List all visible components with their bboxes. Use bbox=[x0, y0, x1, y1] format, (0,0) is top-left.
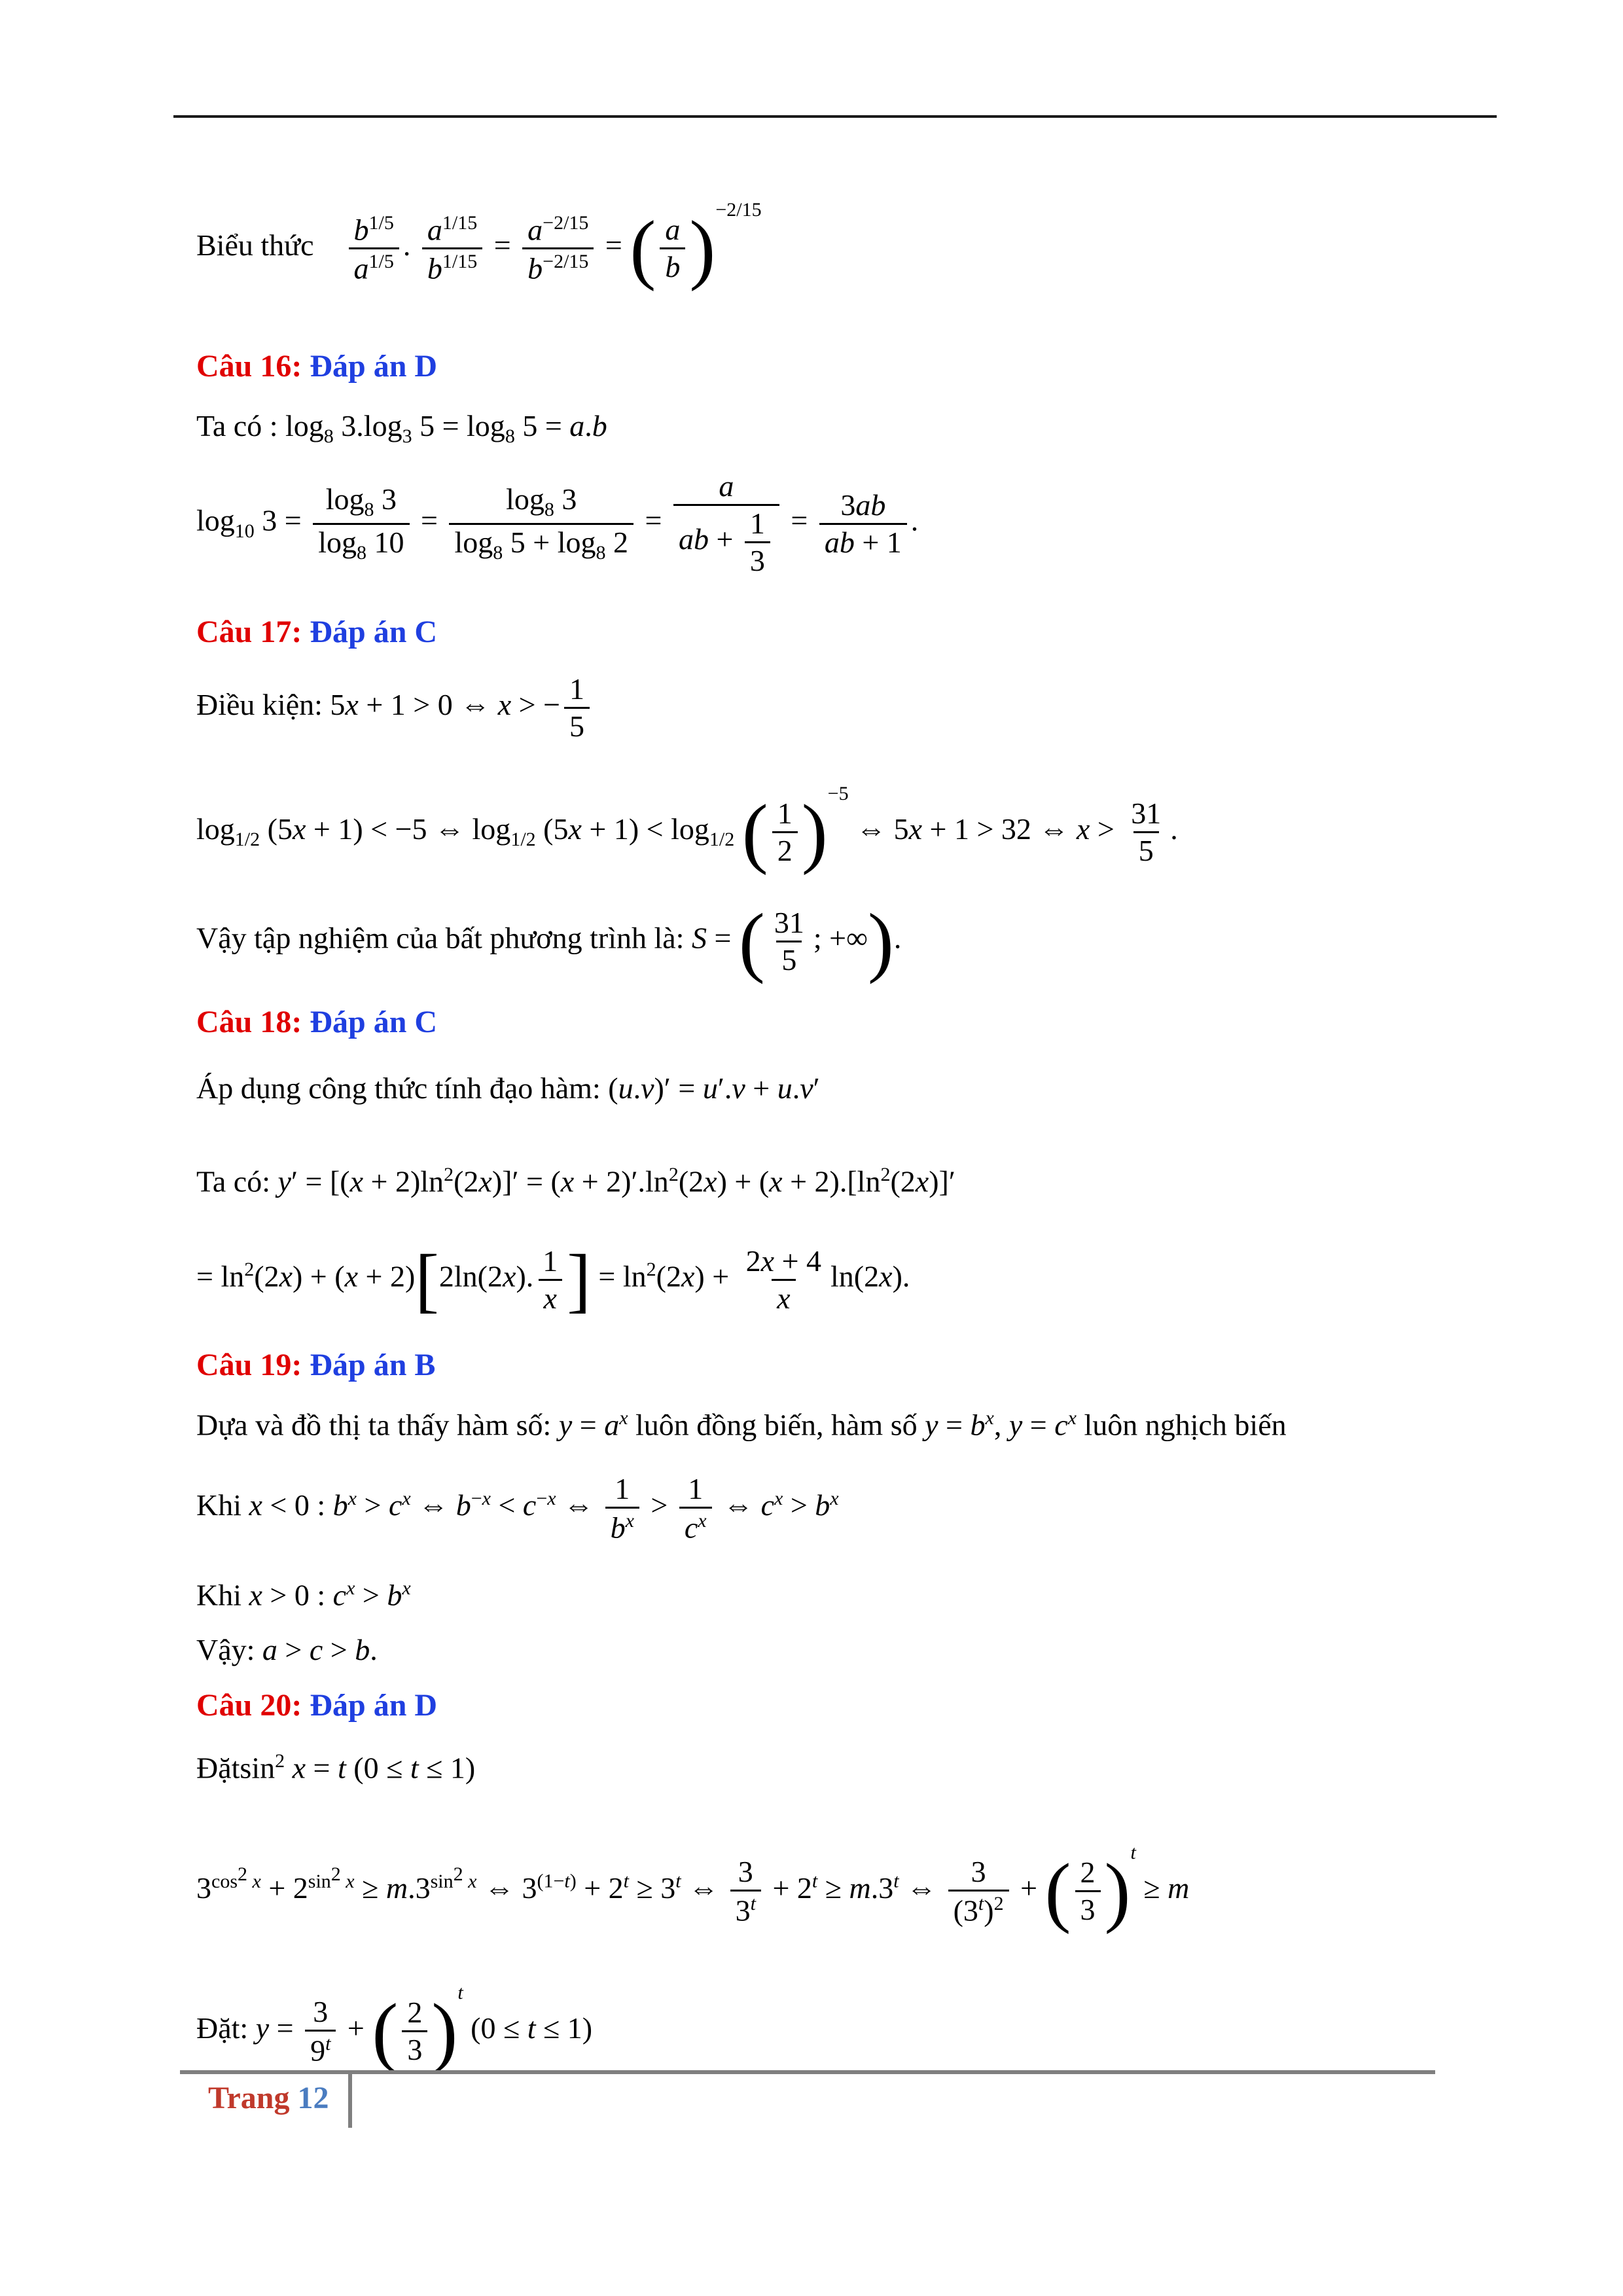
q19-answer: Đáp án B bbox=[310, 1348, 436, 1382]
q17-heading bbox=[196, 617, 437, 648]
q17-answer: Đáp án C bbox=[310, 615, 438, 649]
q19-so: Vậy: bbox=[196, 1633, 255, 1666]
q17-condition: Điều kiện: 5x + 1 > 0 ⇔ x > − $\frac{1}{5}$ bbox=[196, 674, 594, 742]
q16-heading bbox=[196, 351, 437, 382]
q20-inequality: $3^{cos^2 x} + 2^{sin^2 x} \ge m.3^{sin^2 x}$ ⇔ $3^{(1-t)} + 2^t \ge 3^t$ ⇔ $\frac{3}{3^t}$ + $2^t \ge m.3^t$ ⇔ $\frac{3}{(3^t)^2}$ + ( $\frac{2}{3}$ )$^t$ ≥ m bbox=[196, 1842, 1190, 1935]
q16-line1: Ta có : $\log_8 3.\log_3$ $5 = \log_8 5 = a.b$ bbox=[196, 409, 607, 448]
footer-divider bbox=[348, 2070, 352, 2128]
q20-heading bbox=[196, 1690, 437, 1721]
q16-prefix: Ta có : bbox=[196, 409, 278, 442]
q19-line1-a: Dựa và đồ thị ta thấy hàm số: bbox=[196, 1408, 552, 1442]
q20-set-prefix: Đặt bbox=[196, 1751, 240, 1785]
q17-inequality: $\log_{1/2} (5x + 1) < -5$ ⇔ $\log_{1/2} (5x + 1) < \log_{1/2}$ ( $\frac{1}{2}$ )$^{-5}$ ⇔ 5x + 1 > 32 ⇔ x > $\frac{31}{5}$ . bbox=[196, 783, 1178, 876]
q19-line1: Dựa và đồ thị ta thấy hàm số: $y = a^x$ luôn đồng biến, hàm số $y = b^x$, $y = c^x$ luôn nghịch biến bbox=[196, 1407, 1287, 1442]
q19-case-negative: Khi x < 0 : $b^x > c^x$ ⇔ $b^{-x} < c^{-x}$ ⇔ $\frac{1}{b^x}$ > $\frac{1}{c^x}$ ⇔ $c^x > b^x$ bbox=[196, 1472, 839, 1545]
q18-derivative-2: = $\ln^2(2x) + (x + 2)[2\ln(2x)$. $\frac{1}{x}$ ] = $\ln^2(2x)$ + $\frac{2x + 4}{x}$ ln(2x). bbox=[196, 1240, 910, 1319]
page-footer bbox=[208, 2080, 329, 2116]
q18-heading bbox=[196, 1007, 437, 1038]
q17-cond-prefix: Điều kiện: bbox=[196, 688, 323, 722]
q17-number: Câu 17: bbox=[196, 615, 302, 649]
q20-answer: Đáp án D bbox=[310, 1688, 438, 1723]
q16-line2: $\log_{10} 3$ = $\frac{\log_8 3}{\log_8 10}$ = $\frac{\log_8 3}{\log_8 5 + \log_8 2}$ = a ab + $\frac{1}{3}$ = $\frac{3ab}{ab + 1}$ . bbox=[196, 469, 919, 577]
q19-heading bbox=[196, 1350, 435, 1381]
header-rule bbox=[173, 115, 1497, 118]
q19-line1-c: luôn nghịch biến bbox=[1084, 1408, 1287, 1442]
q18-line2-prefix: Ta có: bbox=[196, 1164, 271, 1198]
page-number: 12 bbox=[297, 2081, 329, 2115]
footer-rule bbox=[180, 2070, 1435, 2074]
q17-conclusion: Vậy tập nghiệm của bất phương trình là: S = ( $\frac{31}{5}$ ; +∞). bbox=[196, 897, 902, 984]
q18-rule: Áp dụng công thức tính đạo hàm: (u.v)′ = u′.v + u.v′ bbox=[196, 1071, 820, 1105]
q17-conclusion-prefix: Vậy tập nghiệm của bất phương trình là: bbox=[196, 921, 685, 955]
q19-case-positive: Khi x > 0 : $c^x > b^x$ bbox=[196, 1577, 411, 1612]
q19-when2: Khi bbox=[196, 1578, 241, 1612]
q18-number: Câu 18: bbox=[196, 1005, 302, 1039]
q20-substitution: Đặtsin$^2$ x = t (0 ≤ t ≤ 1) bbox=[196, 1750, 476, 1785]
q19-line1-b: luôn đồng biến, hàm số bbox=[635, 1408, 918, 1442]
q19-number: Câu 19: bbox=[196, 1348, 302, 1382]
q16-answer: Đáp án D bbox=[310, 349, 438, 384]
q19-conclusion: Vậy: a > c > b. bbox=[196, 1633, 378, 1666]
q19-when1: Khi bbox=[196, 1488, 241, 1522]
q18-answer: Đáp án C bbox=[310, 1005, 438, 1039]
q18-rule-prefix: Áp dụng công thức tính đạo hàm: bbox=[196, 1071, 601, 1105]
q18-derivative-1: Ta có: $y' = [(x + 2)\ln^2(2x)]' = (x + 2)'.\ln^2(2x) + (x + 2).[\ln^2(2x)]'$ bbox=[196, 1164, 955, 1198]
footer-label: Trang bbox=[208, 2081, 290, 2115]
q20-set2-prefix: Đặt: bbox=[196, 2011, 249, 2045]
q20-number: Câu 20: bbox=[196, 1688, 302, 1723]
q16-number: Câu 16: bbox=[196, 349, 302, 384]
intro-expression: Biểu thức $\frac{b^{1/5}}{a^{1/5}}$ . $\frac{a^{1/15}}{b^{1/15}}$ = $\frac{a^{-2/15}}{b^{-2/15}}$ = ( $\frac{a}{b}$ )$^{-2/15}$ bbox=[196, 199, 762, 292]
q20-function: Đặt: y = $\frac{3}{9^t}$ + ( $\frac{2}{3}$ )$^t$ (0 ≤ t ≤ 1) bbox=[196, 1982, 593, 2075]
intro-label: Biểu thức bbox=[196, 228, 314, 262]
